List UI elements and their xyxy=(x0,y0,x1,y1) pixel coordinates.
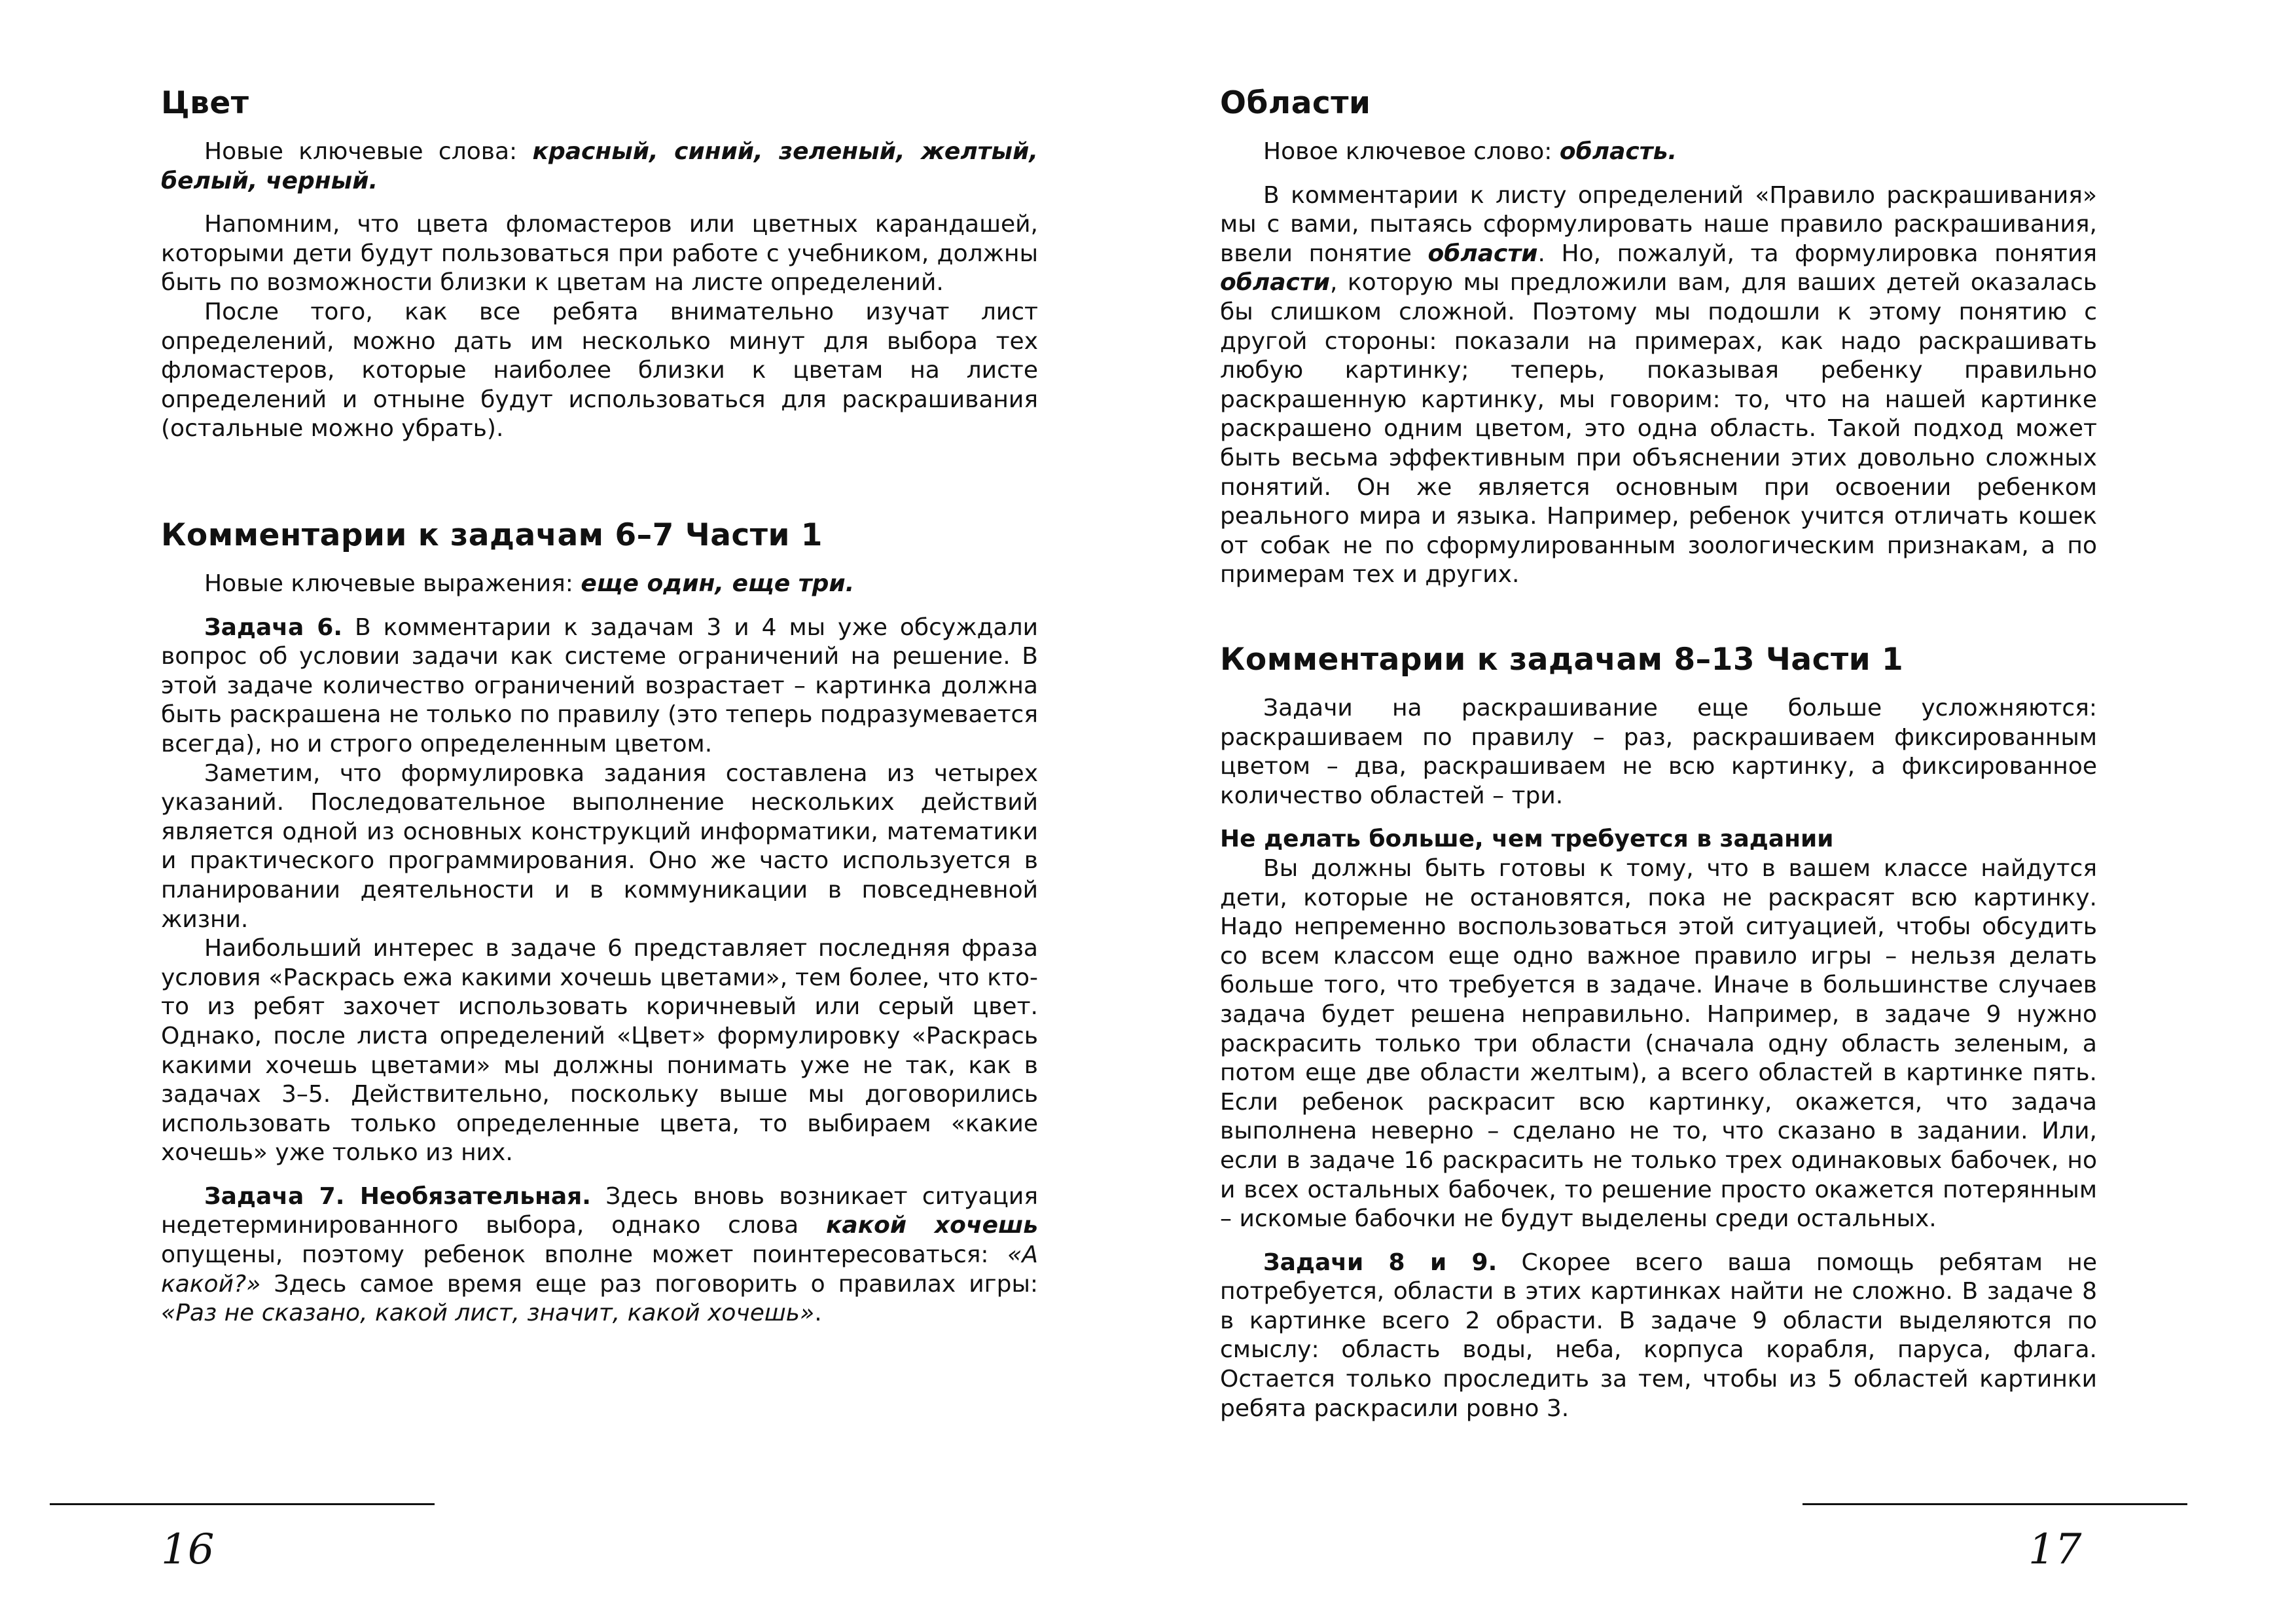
keywords: еще один, еще три. xyxy=(581,570,855,597)
keywords: красный, синий, зеленый, желтый, белый, черный. xyxy=(161,138,1039,194)
section-title-tasks-8-13: Комментарии к задачам 8–13 Части 1 xyxy=(1220,642,1904,678)
section-title-tasks-6-7: Комментарии к задачам 6–7 Части 1 xyxy=(161,517,823,553)
section-tasks-8-13-text xyxy=(1220,694,2097,1423)
section-color-text xyxy=(161,137,1038,444)
paragraph xyxy=(1220,1249,2097,1424)
paragraph-text: В комментарии к задачам 3 и 4 мы уже обсуждали вопрос об условии задачи как системе ограничений на решение. В этой задаче количество ограничений возрастает – картинка должна быть раскрашена не только по правилу (это теперь подразумевается всегда), но и строго определенным цветом. xyxy=(161,613,1038,757)
paragraph-text: . xyxy=(814,1300,822,1327)
paragraph-text: . Но, пожалуй, та формулировка понятия xyxy=(1537,240,2097,267)
paragraph: Задачи на раскрашивание еще больше усложняются: раскрашиваем по правилу – раз, раскрашиваем фиксированным цветом – два, раскрашиваем не всю картинку, а фиксированное количество областей – три. xyxy=(1220,695,2097,809)
task-label: Задача 7. Необязательная. xyxy=(204,1182,591,1210)
paragraph: Напомним, что цвета фломастеров или цветных карандашей, которыми дети будут пользоваться при работе с учебником, должны быть по возможности близки к цветам на листе определений. xyxy=(161,211,1038,297)
paragraph xyxy=(1220,137,2097,167)
section-regions-text xyxy=(1220,137,2097,590)
task-label: Задача 6. xyxy=(204,613,343,641)
section-title-regions: Области xyxy=(1220,85,1371,121)
subsection-heading: Не делать больше, чем требуется в задании xyxy=(1220,826,1834,853)
paragraph-text: Здесь вновь возникает ситуация недетерминированного выбора, однако слова xyxy=(161,1182,1038,1239)
paragraph xyxy=(161,570,1038,599)
paragraph xyxy=(1220,181,2097,590)
right-page xyxy=(1148,0,2296,1623)
paragraph-text: Новое ключевое слово: xyxy=(1263,138,1560,165)
page-number: 16 xyxy=(161,1525,215,1574)
paragraph-text: В комментарии к листу определений «Правило раскрашивания» мы с вами, пытаясь сформулировать наше правило раскрашивания, ввели понятие xyxy=(1220,181,2097,267)
footer-rule xyxy=(1803,1503,2187,1505)
paragraph-text: , которую мы предложили вам, для ваших детей оказалась бы слишком сложной. Поэтому мы подошли к этому понятию с другой стороны: показали на примерах, как надо раскрашивать любую картинку; теперь, показывая ребенку правильно раскрашенную картинку, мы говорим: то, что на нашей картинке раскрашено одним цветом, это одна область. Такой подход может быть весьма эффективным при объяснении этих довольно сложных понятий. Он же является основным при освоении ребенком реального мира и языка. Например, ребенок учится отличать кошек от собак не по сформулированным зоологическим признакам, а по примерам тех и других. xyxy=(1220,269,2097,589)
keywords: какой хочешь xyxy=(825,1212,1038,1239)
paragraph-text: Новые ключевые слова: xyxy=(204,138,533,165)
task-label: Задачи 8 и 9. xyxy=(1263,1249,1498,1276)
keywords: области xyxy=(1427,240,1538,267)
quote: «Раз не сказано, какой лист, значит, какой хочешь» xyxy=(161,1300,815,1327)
paragraph: После того, как все ребята внимательно изучат лист определений, можно дать им несколько минут для выбора тех фломастеров, которые наиболее близки к цветам на листе определений и отныне будут использоваться для раскрашивания (остальные можно убрать). xyxy=(161,298,1038,443)
paragraph: Наибольший интерес в задаче 6 представляет последняя фраза условия «Раскрась ежа какими хочешь цветами», тем более, что кто-то из ребят захочет использовать коричневый или серый цвет. Однако, после листа определений «Цвет» формулировку «Раскрась какими хочешь цветами» мы должны понимать уже не так, как в задачах 3–5. Действительно, поскольку выше мы договорились использовать только определенные цвета, то выбираем «какие хочешь» уже только из них. xyxy=(161,935,1038,1167)
section-tasks-6-7-text xyxy=(161,570,1038,1328)
paragraph-text: опущены, поэтому ребенок вполне может поинтересоваться: xyxy=(161,1241,1008,1269)
paragraph-text: Здесь самое время еще раз поговорить о правилах игры: xyxy=(260,1270,1038,1298)
paragraph-text: Скорее всего ваша помощь ребятам не потребуется, области в этих картинках найти не сложно. В задаче 8 в картинке всего 2 обрасти. В задаче 9 области выделяются по смыслу: область воды, неба, корпуса корабля, паруса, флага. Остается только проследить за тем, чтобы из 5 областей картинки ребята раскрасили ровно 3. xyxy=(1220,1249,2097,1422)
section-title-color: Цвет xyxy=(161,85,249,121)
keywords: области xyxy=(1220,269,1330,297)
quote: «А какой?» xyxy=(161,1241,1038,1298)
keywords: область. xyxy=(1559,138,1677,165)
paragraph xyxy=(161,613,1038,759)
paragraph-text: Новые ключевые выражения: xyxy=(204,570,581,597)
paragraph xyxy=(161,1182,1038,1328)
paragraph: Вы должны быть готовы к тому, что в вашем классе найдутся дети, которые не остановятся, пока не раскрасят всю картинку. Надо непременно воспользоваться этой ситуацией, чтобы обсудить со всем классом еще одно важное правило игры – нельзя делать больше того, что требуется в задаче. Иначе в большинстве случаев задача будет решена неправильно. Например, в задаче 9 нужно раскрасить только три области (сначала одну область зеленым, а потом еще две области желтым), а всего областей в картинке пять. Если ребенок раскрасит всю картинку, окажется, что задача выполнена неверно – сделано не то, что сказано в задании. Или, если в задаче 16 раскрасить не только трех одинаковых бабочек, но и всех остальных бабочек, то решение просто окажется потерянным – искомые бабочки не будут выделены среди остальных. xyxy=(1220,854,2097,1233)
paragraph: Заметим, что формулировка задания составлена из четырех указаний. Последовательное выполнение нескольких действий является одной из основных конструкций информатики, математики и практического программирования. Оно же часто используется в планировании деятельности и в коммуникации в повседневной жизни. xyxy=(161,759,1038,933)
page-number: 17 xyxy=(2028,1525,2082,1574)
paragraph xyxy=(161,137,1038,196)
footer-rule xyxy=(50,1503,435,1505)
